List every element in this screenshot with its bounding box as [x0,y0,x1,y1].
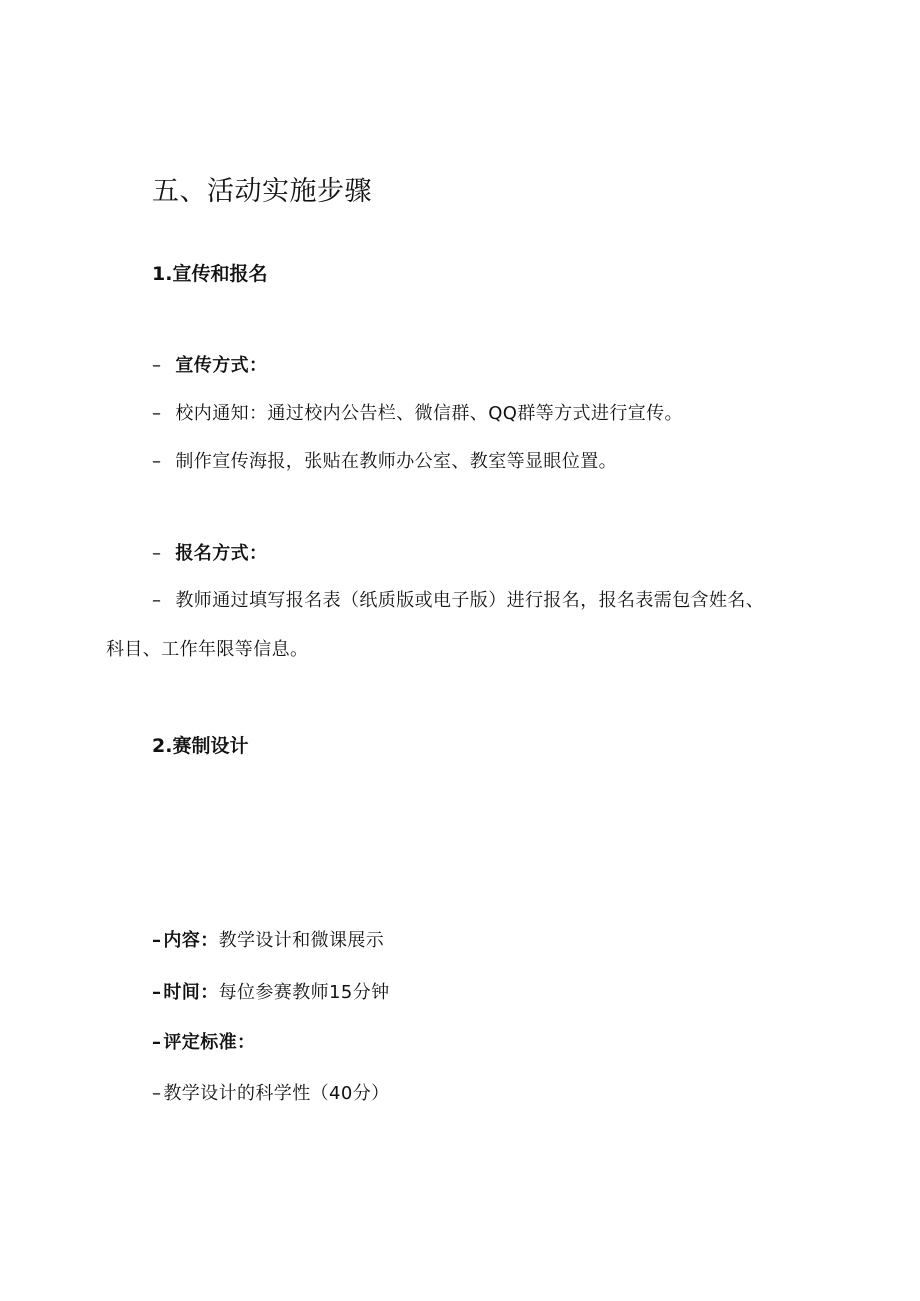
criteria-item-scientific: 教学设计的科学性（40分） [163,1083,390,1104]
signup-label: 报名方式： [175,543,268,564]
dash-marker: – [152,403,162,424]
promo-item-line [152,405,683,423]
subsection-heading-format: 2.赛制设计 [152,735,249,757]
content-value: 教学设计和微课展示 [218,930,385,951]
dash-marker: – [152,355,162,376]
dash-marker: – [152,930,162,951]
signup-text-line1: 教师通过填写报名表（纸质版或电子版）进行报名，报名表需包含姓名、 [175,590,765,611]
dash-marker: – [152,451,162,472]
criteria-line [152,1034,255,1052]
content-line [152,932,384,950]
signup-text-line2: 科目、工作年限等信息。 [106,639,309,660]
signup-text-line [152,592,764,610]
time-label: 时间： [163,982,219,1003]
subsection-heading-publicity: 1.宣传和报名 [152,263,268,285]
content-label: 内容： [163,930,219,951]
promo-item-poster: 制作宣传海报，张贴在教师办公室、教室等显眼位置。 [175,451,618,472]
criteria-item-line [152,1085,390,1103]
time-line [152,984,390,1002]
dash-marker: – [152,1032,162,1053]
dash-marker: – [152,1083,162,1104]
promo-item-line [152,453,617,471]
dash-marker: – [152,982,162,1003]
dash-marker: – [152,590,162,611]
promo-item-notice: 校内通知：通过校内公告栏、微信群、QQ群等方式进行宣传。 [175,403,683,424]
section-title: 五、活动实施步骤 [152,176,372,207]
promo-label: 宣传方式： [175,355,268,376]
dash-marker: – [152,543,162,564]
signup-label-line [152,545,267,563]
criteria-label: 评定标准： [163,1032,256,1053]
promo-label-line [152,357,267,375]
time-value: 每位参赛教师15分钟 [218,982,390,1003]
